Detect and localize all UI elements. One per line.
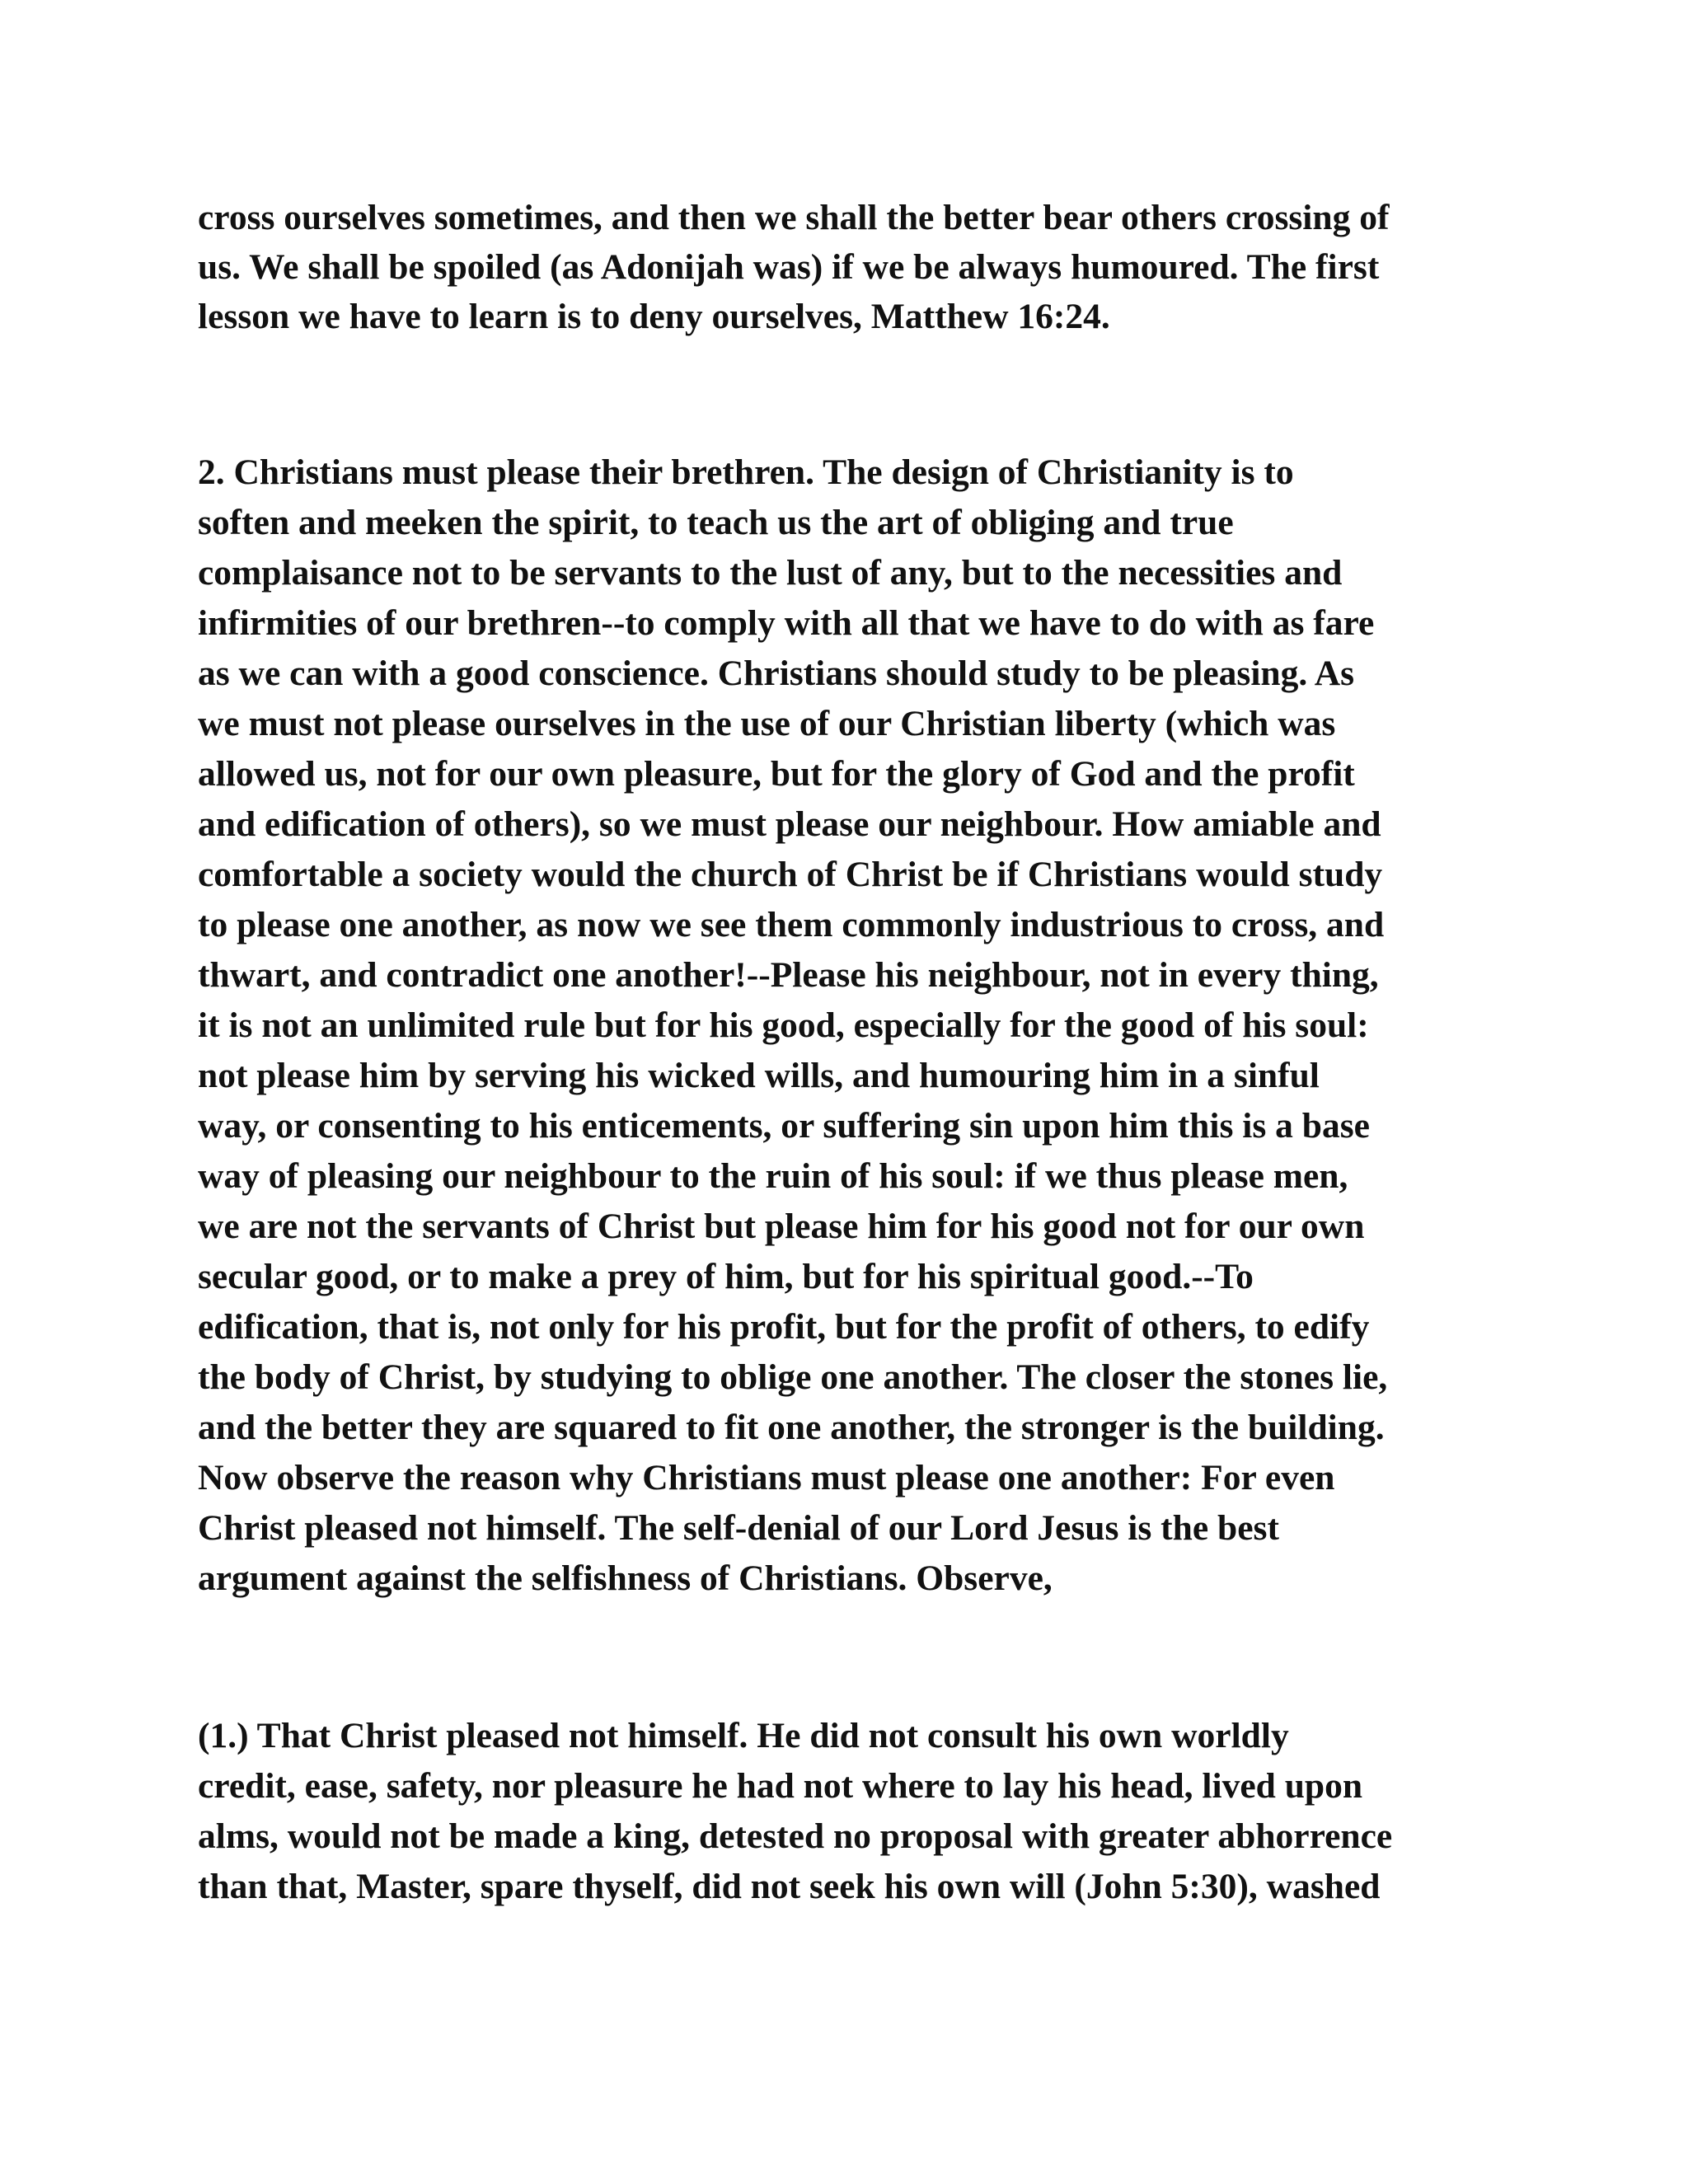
text-line: way of pleasing our neighbour to the ruin of his soul: if we thus please men, bbox=[198, 1156, 1348, 1196]
text-line: to please one another, as now we see them commonly industrious to cross, and bbox=[198, 905, 1385, 944]
text-line: thwart, and contradict one another!--Please his neighbour, not in every thing, bbox=[198, 955, 1379, 995]
text-line: allowed us, not for our own pleasure, but for the glory of God and the profit bbox=[198, 754, 1355, 794]
text-line: credit, ease, safety, nor pleasure he had not where to lay his head, lived upon bbox=[198, 1766, 1363, 1806]
text-line: complaisance not to be servants to the lust of any, but to the necessities and bbox=[198, 553, 1343, 593]
text-line: it is not an unlimited rule but for his good, especially for the good of his soul: bbox=[198, 1005, 1369, 1045]
text-line: not please him by serving his wicked wills, and humouring him in a sinful bbox=[198, 1056, 1320, 1095]
text-line: we must not please ourselves in the use of our Christian liberty (which was bbox=[198, 704, 1336, 743]
text-line: way, or consenting to his enticements, or suffering sin upon him this is a base bbox=[198, 1106, 1370, 1146]
text-line: as we can with a good conscience. Christians should study to be pleasing. As bbox=[198, 654, 1355, 693]
text-line: comfortable a society would the church of Christ be if Christians would study bbox=[198, 855, 1383, 894]
text-line: cross ourselves sometimes, and then we shall the better bear others crossing of bbox=[198, 198, 1390, 237]
text-line: Now observe the reason why Christians must please one another: For even bbox=[198, 1458, 1335, 1497]
text-line: we are not the servants of Christ but please him for his good not for our own bbox=[198, 1207, 1365, 1246]
text-line: argument against the selfishness of Christians. Observe, bbox=[198, 1558, 1053, 1598]
text-line: lesson we have to learn is to deny ourselves, Matthew 16:24. bbox=[198, 297, 1110, 336]
text-line: us. We shall be spoiled (as Adonijah was) if we be always humoured. The first bbox=[198, 247, 1380, 287]
text-line: and the better they are squared to fit one another, the stronger is the building. bbox=[198, 1408, 1385, 1447]
text-line: infirmities of our brethren--to comply with all that we have to do with as fare bbox=[198, 603, 1375, 643]
text-line: and edification of others), so we must please our neighbour. How amiable and bbox=[198, 804, 1381, 844]
text-line: soften and meeken the spirit, to teach us the art of obliging and true bbox=[198, 503, 1234, 542]
text-line: alms, would not be made a king, detested no proposal with greater abhorrence bbox=[198, 1816, 1393, 1856]
text-line: secular good, or to make a prey of him, but for his spiritual good.--To bbox=[198, 1257, 1254, 1296]
text-line: than that, Master, spare thyself, did not seek his own will (John 5:30), washed bbox=[198, 1867, 1381, 1906]
text-line: Christ pleased not himself. The self-denial of our Lord Jesus is the best bbox=[198, 1508, 1279, 1548]
text-line: edification, that is, not only for his profit, but for the profit of others, to edify bbox=[198, 1307, 1370, 1347]
text-line: the body of Christ, by studying to oblige one another. The closer the stones lie, bbox=[198, 1357, 1388, 1397]
text-line: (1.) That Christ pleased not himself. He did not consult his own worldly bbox=[198, 1716, 1289, 1755]
text-line: 2. Christians must please their brethren. The design of Christianity is to bbox=[198, 452, 1294, 492]
